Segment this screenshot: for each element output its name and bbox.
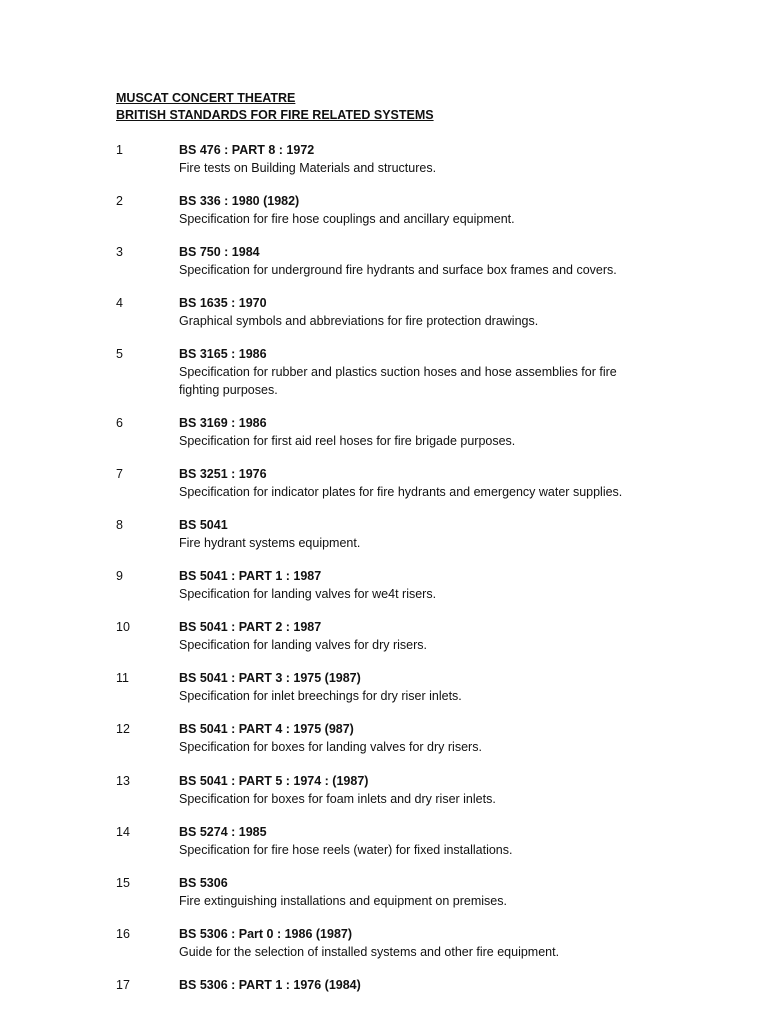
- standard-description: Guide for the selection of installed systems and other fire equipment.: [179, 945, 560, 959]
- standard-code: BS 336 : 1980 (1982): [179, 194, 300, 208]
- document-heading: [116, 90, 434, 124]
- item-number: 1: [116, 143, 123, 157]
- standard-code: BS 5041: [179, 518, 228, 532]
- item-number: 17: [116, 978, 130, 992]
- item-number: 13: [116, 774, 130, 788]
- item-number: 6: [116, 416, 123, 430]
- standard-description: Specification for landing valves for we4t risers.: [179, 587, 437, 601]
- standard-description: Specification for fire hose couplings and ancillary equipment.: [179, 212, 515, 226]
- item-number: 11: [116, 671, 129, 685]
- item-number: 12: [116, 722, 130, 736]
- item-number: 5: [116, 347, 123, 361]
- standard-code: BS 5306 : PART 1 : 1976 (1984): [179, 978, 361, 992]
- standard-description: Specification for rubber and plastics suction hoses and hose assemblies for fire fighting purposes.: [179, 365, 617, 397]
- standard-code: BS 5041 : PART 3 : 1975 (1987): [179, 671, 361, 685]
- standard-code: BS 5041 : PART 1 : 1987: [179, 569, 322, 583]
- item-number: 15: [116, 876, 130, 890]
- standard-description: Fire tests on Building Materials and structures.: [179, 161, 437, 175]
- standard-description: Fire extinguishing installations and equipment on premises.: [179, 894, 507, 908]
- standard-description: Specification for fire hose reels (water) for fixed installations.: [179, 843, 513, 857]
- item-number: 14: [116, 825, 130, 839]
- standard-code: BS 5041 : PART 2 : 1987: [179, 620, 322, 634]
- item-number: 7: [116, 467, 123, 481]
- item-number: 10: [116, 620, 130, 634]
- standard-code: BS 5041 : PART 4 : 1975 (987): [179, 722, 354, 736]
- standard-description: Specification for boxes for landing valves for dry risers.: [179, 740, 482, 754]
- document-subtitle: BRITISH STANDARDS FOR FIRE RELATED SYSTEMS: [116, 108, 434, 122]
- item-number: 3: [116, 245, 123, 259]
- standard-description: Specification for inlet breechings for dry riser inlets.: [179, 689, 462, 703]
- standard-description: Graphical symbols and abbreviations for fire protection drawings.: [179, 314, 539, 328]
- standard-description: Specification for boxes for foam inlets and dry riser inlets.: [179, 792, 496, 806]
- standard-code: BS 1635 : 1970: [179, 296, 267, 310]
- standard-code: BS 5274 : 1985: [179, 825, 267, 839]
- standard-code: BS 3169 : 1986: [179, 416, 267, 430]
- document-title: MUSCAT CONCERT THEATRE: [116, 91, 296, 105]
- item-number: 8: [116, 518, 123, 532]
- item-number: 2: [116, 194, 123, 208]
- standard-code: BS 5306 : Part 0 : 1986 (1987): [179, 927, 353, 941]
- item-number: 16: [116, 927, 130, 941]
- standard-description: Specification for underground fire hydrants and surface box frames and covers.: [179, 263, 617, 277]
- standard-code: BS 3251 : 1976: [179, 467, 267, 481]
- standard-description: Specification for landing valves for dry risers.: [179, 638, 428, 652]
- standard-code: BS 5041 : PART 5 : 1974 : (1987): [179, 774, 369, 788]
- standard-code: BS 5306: [179, 876, 228, 890]
- item-number: 4: [116, 296, 123, 310]
- standard-description: Specification for first aid reel hoses for fire brigade purposes.: [179, 434, 516, 448]
- standard-description: Fire hydrant systems equipment.: [179, 536, 361, 550]
- item-number: 9: [116, 569, 123, 583]
- standard-code: BS 750 : 1984: [179, 245, 260, 259]
- standard-code: BS 476 : PART 8 : 1972: [179, 143, 315, 157]
- standard-description: Specification for indicator plates for fire hydrants and emergency water supplies.: [179, 485, 623, 499]
- standard-code: BS 3165 : 1986: [179, 347, 267, 361]
